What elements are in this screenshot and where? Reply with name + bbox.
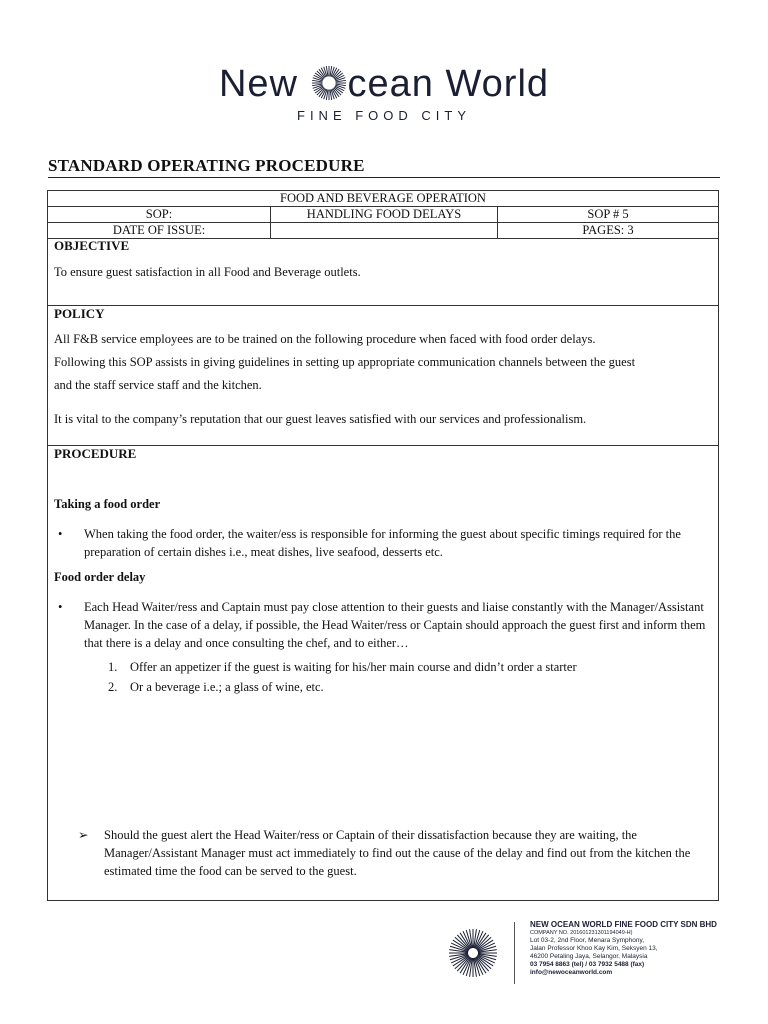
sunburst-logo-icon [448,924,498,982]
food-delay-heading: Food order delay [54,570,146,584]
bullet-text: When taking the food order, the waiter/ess is responsible for informing the guest about specific timings required for the preparation of certain dishes i.e., meat dishes, live seafood, desserts etc. [84,527,681,559]
brand-name-part-2: cean World [347,63,550,105]
footer-address-line: 46200 Petaling Jaya, Selangor, Malaysia [530,953,648,960]
objective-title: OBJECTIVE [54,238,130,253]
option-text: Or a beverage i.e.; a glass of wine, etc. [130,680,324,694]
policy-section [48,306,718,446]
brand-logo [0,62,768,123]
date-value-cell [271,223,498,239]
footer-divider [514,922,515,984]
sunburst-icon [310,64,348,102]
brand-name-part-1: New [218,63,310,105]
option-number: 2. [108,680,118,694]
sop-title-cell: HANDLING FOOD DELAYS [271,207,498,223]
arrow-bullet-icon: ➢ [78,828,89,842]
policy-line-1: All F&B service employees are to be trained on the following procedure when faced with food order delays. [54,332,596,346]
footer-company-name: NEW OCEAN WORLD FINE FOOD CITY SDN BHD [530,920,717,929]
policy-title: POLICY [54,306,105,321]
sop-header-table [48,191,718,239]
bullet-text: Should the guest alert the Head Waiter/ress or Captain of their dissatisfaction because they are waiting, the Manager/Assistant Manager must act immediately to find out the cause of the delay and find out from the kitchen the estimated time the food can be served to the guest. [104,828,691,878]
policy-line-3: and the staff service staff and the kitchen. [54,378,262,392]
brand-name [0,62,768,106]
procedure-title: PROCEDURE [54,446,137,461]
footer-registration: COMPANY NO. 201601231301194049-H) [530,930,633,936]
option-number: 1. [108,660,118,674]
pages-cell: PAGES: 3 [498,223,719,239]
bullet-dot-icon: • [58,600,63,614]
footer-address-line: Lot 03-2, 2nd Floor, Menara Symphony, [530,937,645,944]
objective-section [48,238,718,306]
sop-number-cell: SOP # 5 [498,207,719,223]
header-row-date [48,223,718,239]
operation-cell: FOOD AND BEVERAGE OPERATION [48,191,718,207]
policy-line-4: It is vital to the company’s reputation that our guest leaves satisfied with our services and professionalism. [54,412,587,426]
sop-label-cell: SOP: [48,207,271,223]
bullet-text: Each Head Waiter/ress and Captain must pay close attention to their guests and liaise constantly with the Manager/Assistant Manager. In the case of a delay, if possible, the Head Waiter/ress or Captain should approach the guest first and inform them that there is a delay and once consulting the chef, and to either… [84,600,706,650]
bullet-dot-icon: • [58,527,63,541]
policy-line-2: Following this SOP assists in giving guidelines in setting up appropriate communication channels between the guest [54,355,636,369]
document-heading: STANDARD OPERATING PROCEDURE [48,156,365,175]
option-text: Offer an appetizer if the guest is waiting for his/her main course and didn’t order a starter [130,660,577,674]
objective-text: To ensure guest satisfaction in all Food and Beverage outlets. [54,265,361,279]
header-row-operation [48,191,718,207]
footer-address-line: Jalan Professor Khoo Kay Kim, Seksyen 13, [530,945,658,952]
sop-frame [47,190,719,901]
taking-order-heading: Taking a food order [54,497,161,511]
date-label-cell: DATE OF ISSUE: [48,223,271,239]
footer-phone: 03 7954 8863 (tel) / 03 7932 5488 (fax) [530,961,645,968]
brand-tagline: FINE FOOD CITY [297,108,471,123]
heading-divider [48,177,720,178]
footer-company-info [530,920,717,977]
procedure-section [48,446,718,900]
header-row-sop [48,207,718,223]
footer-email: info@newoceanworld.com [530,969,613,976]
